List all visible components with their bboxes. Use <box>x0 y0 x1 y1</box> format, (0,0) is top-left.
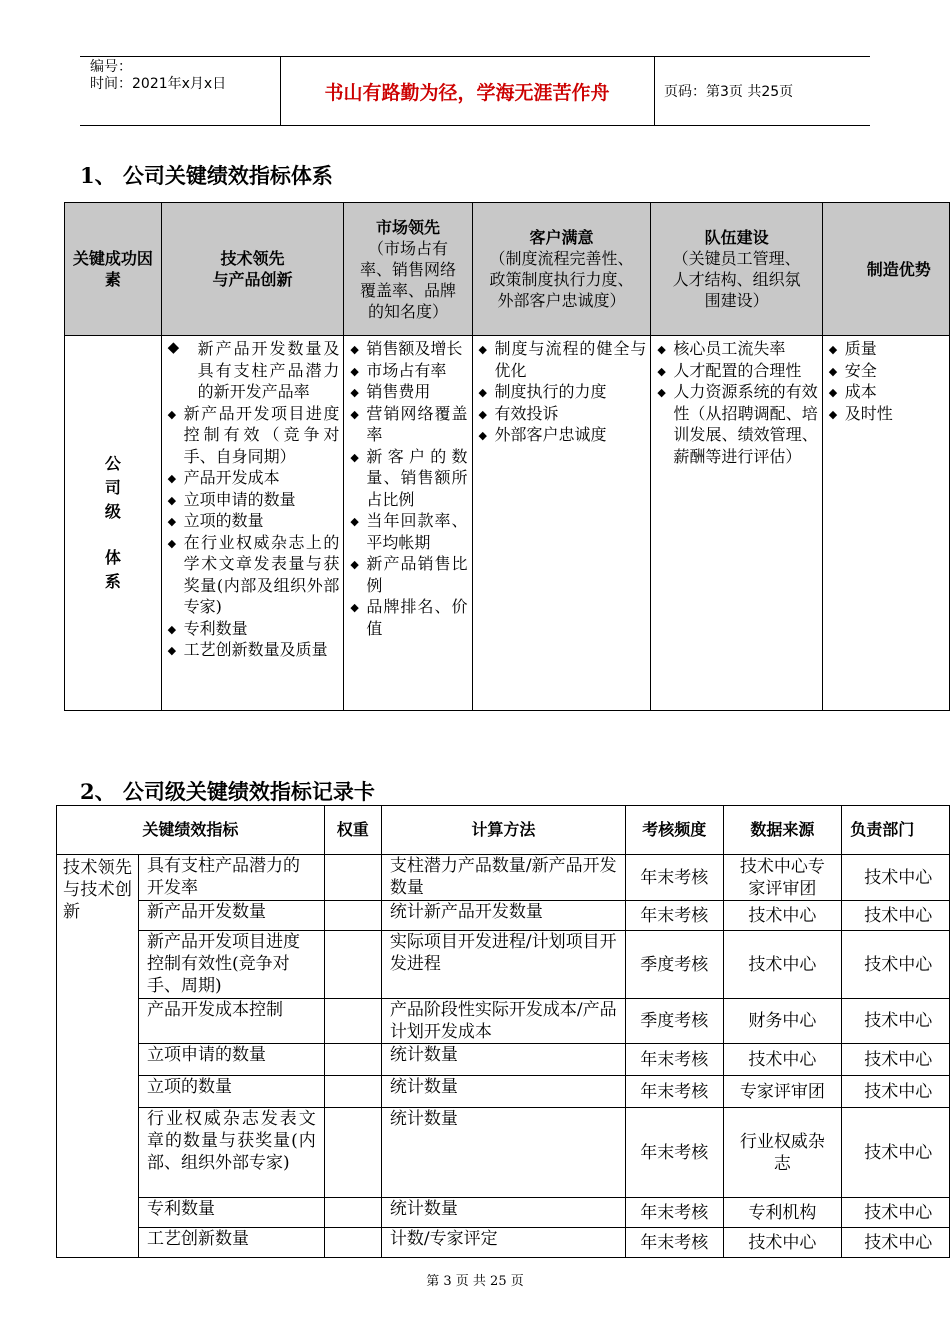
table-row <box>57 855 950 901</box>
col-header-dept: 负责部门 <box>842 806 950 855</box>
col-header-source: 数据来源 <box>723 806 842 855</box>
source-cell: 专利机构 <box>723 1198 842 1228</box>
list-item: ◆ 销售额及增长 <box>350 338 467 360</box>
frequency-cell: 年末考核 <box>625 1228 723 1258</box>
list-item: ◆ 在行业权威杂志上的学术文章发表量与获奖量(内部及组织外部专家) <box>168 532 340 618</box>
dept-cell: 技术中心 <box>842 999 950 1044</box>
team-items <box>651 336 822 711</box>
list-item: ◆ 制度执行的力度 <box>479 381 647 403</box>
list-item: ◆ 新产品开发数量及具有支柱产品潜力的新开发产品率 <box>168 338 340 403</box>
table-row <box>57 931 950 999</box>
method-cell: 统计数量 <box>381 1076 625 1108</box>
col-header-weight: 权重 <box>324 806 381 855</box>
market-items <box>344 336 472 711</box>
table-header-row <box>57 806 950 855</box>
manufacturing-items <box>822 336 949 711</box>
header-motto: 书山有路勤为径，学海无涯苦作舟 <box>280 57 655 125</box>
row-label-company-level: 公 司 级 体 系 <box>65 336 162 711</box>
section1-title: 1、 公司关键绩效指标体系 <box>80 163 333 188</box>
dept-cell: 技术中心 <box>842 1228 950 1258</box>
list-item: ◆ 新客户的数量、销售额所占比例 <box>350 446 467 511</box>
weight-cell <box>324 1198 381 1228</box>
header-meta <box>80 57 281 125</box>
list-item: ◆ 产品开发成本 <box>168 467 340 489</box>
kpi-cell: 立项申请的数量 <box>138 1044 324 1076</box>
dept-cell: 技术中心 <box>842 1076 950 1108</box>
dept-cell: 技术中心 <box>842 1198 950 1228</box>
header-key-factor: 关键成功因素 <box>65 203 162 336</box>
kpi-cell: 专利数量 <box>138 1198 324 1228</box>
source-cell: 技术中心专家评审团 <box>723 855 842 901</box>
frequency-cell: 年末考核 <box>625 1198 723 1228</box>
source-cell: 专家评审团 <box>723 1076 842 1108</box>
header-market: 市场领先 （市场占有率、销售网络覆盖率、品牌的知名度） <box>344 203 472 336</box>
weight-cell <box>324 1228 381 1258</box>
frequency-cell: 季度考核 <box>625 931 723 999</box>
list-item: ◆ 制度与流程的健全与优化 <box>479 338 647 381</box>
weight-cell <box>324 1108 381 1198</box>
frequency-cell: 年末考核 <box>625 1076 723 1108</box>
method-cell: 支柱潜力产品数量/新产品开发数量 <box>381 855 625 901</box>
dept-cell: 技术中心 <box>842 1108 950 1198</box>
list-item: ◆ 销售费用 <box>350 381 467 403</box>
table-row <box>57 1228 950 1258</box>
header-team: 队伍建设 （关键员工管理、人才结构、组织氛围建设） <box>651 203 822 336</box>
list-item: ◆ 当年回款率、平均帐期 <box>350 510 467 553</box>
frequency-cell: 季度考核 <box>625 999 723 1044</box>
doc-time: 时间：2021年x月x日 <box>90 76 227 92</box>
table-row <box>57 1198 950 1228</box>
frequency-cell: 年末考核 <box>625 1044 723 1076</box>
frequency-cell: 年末考核 <box>625 855 723 901</box>
weight-cell <box>324 1044 381 1076</box>
section2-title: 2、 公司级关键绩效指标记录卡 <box>80 779 375 804</box>
group-label: 技术领先与技术创新 <box>57 855 139 1258</box>
method-cell: 统计数量 <box>381 1108 625 1198</box>
col-header-kpi: 关键绩效指标 <box>57 806 325 855</box>
customer-items <box>472 336 651 711</box>
header-page-number: 页码：第3页 共25页 <box>664 84 794 100</box>
source-cell: 技术中心 <box>723 901 842 931</box>
table-row <box>57 901 950 931</box>
source-cell: 技术中心 <box>723 1228 842 1258</box>
list-item: ◆ 人力资源系统的有效性（从招聘调配、培训发展、绩效管理、薪酬等进行评估） <box>657 381 817 467</box>
method-cell: 产品阶段性实际开发成本/产品计划开发成本 <box>381 999 625 1044</box>
method-cell: 统计数量 <box>381 1198 625 1228</box>
list-item: ◆ 外部客户忠诚度 <box>479 424 647 446</box>
list-item: ◆ 人才配置的合理性 <box>657 360 817 382</box>
source-cell: 技术中心 <box>723 1044 842 1076</box>
method-cell: 实际项目开发进程/计划项目开发进程 <box>381 931 625 999</box>
list-item: ◆ 市场占有率 <box>350 360 467 382</box>
list-item: ◆ 营销网络覆盖率 <box>350 403 467 446</box>
list-item: ◆ 专利数量 <box>168 618 340 640</box>
list-item: ◆ 及时性 <box>829 403 945 425</box>
frequency-cell: 年末考核 <box>625 901 723 931</box>
page-footer: 第 3 页 共 25 页 <box>426 1274 524 1289</box>
weight-cell <box>324 855 381 901</box>
dept-cell: 技术中心 <box>842 901 950 931</box>
page-header <box>80 56 870 126</box>
kpi-cell: 行业权威杂志发表文章的数量与获奖量(内部、组织外部专家) <box>138 1108 324 1198</box>
kpi-record-card-table <box>56 805 950 1258</box>
table-row <box>57 1076 950 1108</box>
list-item: ◆ 立项的数量 <box>168 510 340 532</box>
table-row <box>57 1044 950 1076</box>
list-item: ◆ 成本 <box>829 381 945 403</box>
table-row <box>57 1108 950 1198</box>
dept-cell: 技术中心 <box>842 1044 950 1076</box>
kpi-cell: 新产品开发数量 <box>138 901 324 931</box>
header-tech: 技术领先 与产品创新 <box>161 203 344 336</box>
weight-cell <box>324 1076 381 1108</box>
source-cell: 行业权威杂志 <box>723 1108 842 1198</box>
method-cell: 统计新产品开发数量 <box>381 901 625 931</box>
kpi-cell: 新产品开发项目进度控制有效性(竞争对手、周期) <box>138 931 324 999</box>
kpi-cell: 具有支柱产品潜力的开发率 <box>138 855 324 901</box>
list-item: ◆ 新产品开发项目进度控制有效（竞争对手、自身同期） <box>168 403 340 468</box>
header-customer: 客户满意 （制度流程完善性、政策制度执行力度、外部客户忠诚度） <box>472 203 651 336</box>
col-header-frequency: 考核频度 <box>625 806 723 855</box>
list-item: ◆ 有效投诉 <box>479 403 647 425</box>
list-item: ◆ 新产品销售比例 <box>350 553 467 596</box>
list-item: ◆ 立项申请的数量 <box>168 489 340 511</box>
table-row <box>57 999 950 1044</box>
kpi-cell: 立项的数量 <box>138 1076 324 1108</box>
weight-cell <box>324 901 381 931</box>
source-cell: 技术中心 <box>723 931 842 999</box>
kpi-cell: 产品开发成本控制 <box>138 999 324 1044</box>
tech-items <box>161 336 344 711</box>
kpi-cell: 工艺创新数量 <box>138 1228 324 1258</box>
dept-cell: 技术中心 <box>842 931 950 999</box>
list-item: ◆ 质量 <box>829 338 945 360</box>
list-item: ◆ 核心员工流失率 <box>657 338 817 360</box>
frequency-cell: 年末考核 <box>625 1108 723 1198</box>
kpi-system-table <box>64 202 950 711</box>
doc-number: 编号： <box>90 59 132 75</box>
dept-cell: 技术中心 <box>842 855 950 901</box>
list-item: ◆ 工艺创新数量及质量 <box>168 639 340 661</box>
weight-cell <box>324 999 381 1044</box>
col-header-method: 计算方法 <box>381 806 625 855</box>
source-cell: 财务中心 <box>723 999 842 1044</box>
method-cell: 统计数量 <box>381 1044 625 1076</box>
weight-cell <box>324 931 381 999</box>
list-item: ◆ 安全 <box>829 360 945 382</box>
method-cell: 计数/专家评定 <box>381 1228 625 1258</box>
header-manufacturing: 制造优势 <box>822 203 949 336</box>
list-item: ◆ 品牌排名、价值 <box>350 596 467 639</box>
